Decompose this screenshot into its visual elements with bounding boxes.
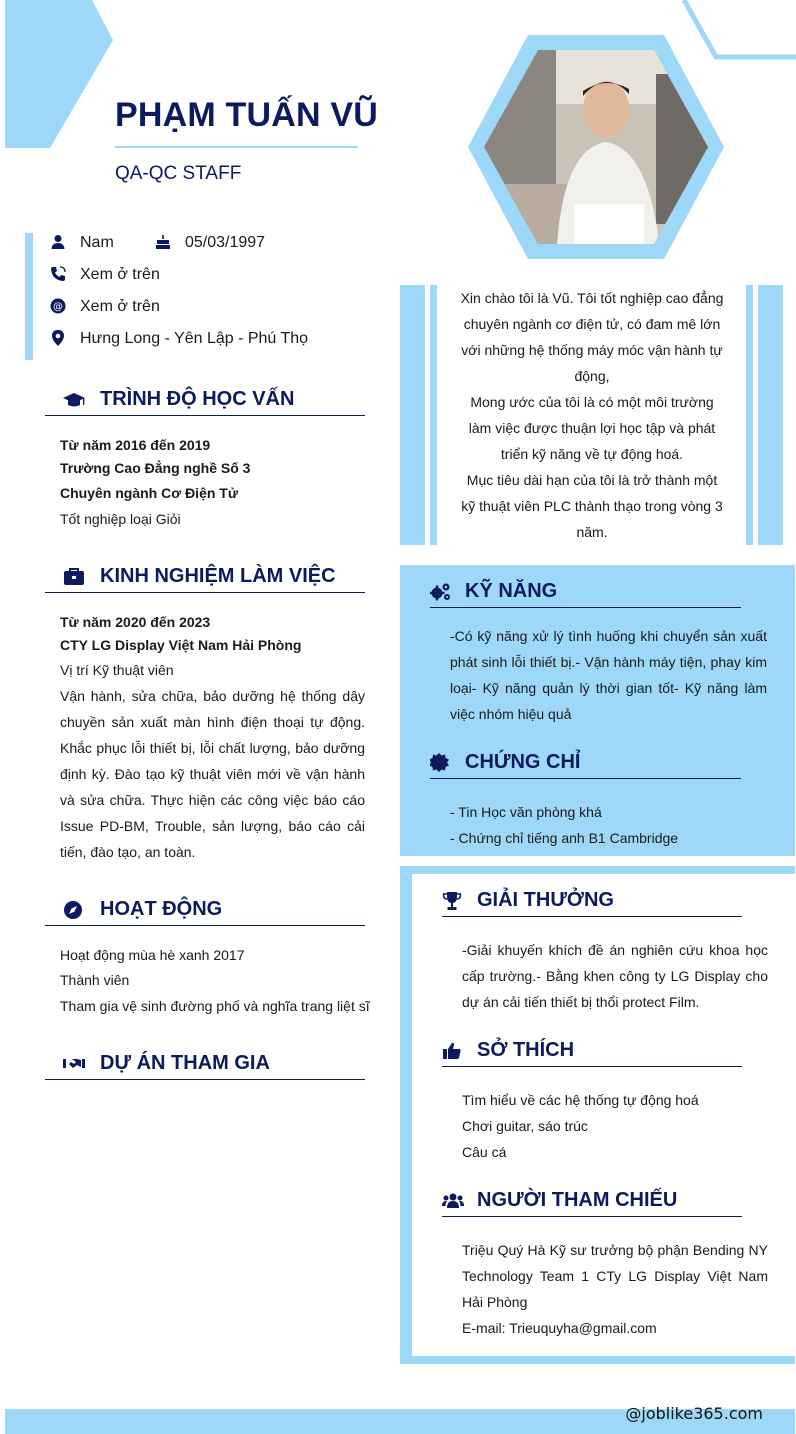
users-group-icon bbox=[442, 1191, 464, 1211]
certificate-item-2: - Chứng chỉ tiếng anh B1 Cambridge bbox=[450, 830, 679, 846]
about-paragraph-2: Mong ước của tôi là có một môi trường làm việc được thuận lợi học tập và phát triển kỹ năng về tự động hoá. bbox=[468, 394, 716, 462]
awards-divider bbox=[442, 916, 742, 917]
about-paragraph-3: Mục tiêu dài hạn của tôi là trở thành một kỹ thuật viên PLC thành thạo trong vòng 3 năm. bbox=[461, 472, 723, 540]
education-period: Từ năm 2016 đến 2019 bbox=[60, 437, 211, 453]
skills-text: -Có kỹ năng xử lý tình huống khi chuyển sản xuất phát sinh lỗi thiết bị.- Vận hành máy tiện, phay kim loại- Kỹ năng quản lý thời gian tốt- Kỹ năng làm việc nhóm hiệu quả bbox=[450, 628, 767, 722]
trophy-icon bbox=[442, 891, 464, 911]
projects-divider bbox=[45, 1079, 365, 1080]
references-divider bbox=[442, 1216, 742, 1217]
handshake-icon bbox=[63, 1054, 85, 1074]
activities-title: HOẠT ĐỘNG bbox=[100, 898, 223, 920]
gears-icon bbox=[430, 582, 452, 602]
about-bar-left-outer bbox=[400, 285, 425, 545]
job-title: QA-QC STAFF bbox=[115, 163, 242, 184]
about-bar-left-inner bbox=[430, 285, 437, 545]
references-title: NGƯỜI THAM CHIẾU bbox=[477, 1189, 678, 1211]
person-icon bbox=[50, 234, 66, 250]
experience-title: KINH NGHIỆM LÀM VIỆC bbox=[100, 565, 336, 587]
education-major: Chuyên ngành Cơ Điện Tử bbox=[60, 485, 238, 501]
lower-panel-frame-left bbox=[400, 866, 412, 1364]
birthday-value: 05/03/1997 bbox=[185, 234, 266, 251]
address-value: Hưng Long - Yên Lập - Phú Thọ bbox=[80, 330, 309, 347]
lower-panel-frame-bottom bbox=[400, 1356, 795, 1364]
certificates-title: CHỨNG CHỈ bbox=[465, 751, 581, 773]
contact-accent-bar bbox=[25, 233, 33, 360]
experience-period: Từ năm 2020 đến 2023 bbox=[60, 614, 211, 630]
name-underline bbox=[115, 146, 358, 148]
email-at-icon bbox=[50, 298, 66, 314]
references-email: E-mail: Trieuquyha@gmail.com bbox=[462, 1320, 657, 1336]
profile-photo bbox=[466, 34, 726, 260]
hobby-item-1: Tìm hiểu về các hệ thống tự động hoá bbox=[462, 1092, 699, 1108]
experience-company: CTY LG Display Việt Nam Hải Phòng bbox=[60, 637, 302, 653]
about-text bbox=[458, 285, 726, 545]
thumbs-up-icon bbox=[442, 1041, 464, 1061]
compass-icon bbox=[63, 900, 85, 920]
certificate-item-1: - Tin Học văn phòng khá bbox=[450, 804, 602, 820]
activity-description: Tham gia vệ sinh đường phố và nghĩa trang liệt sĩ bbox=[60, 998, 370, 1014]
candidate-name: PHẠM TUẤN VŨ bbox=[115, 96, 379, 134]
about-bar-right-inner bbox=[746, 285, 753, 545]
about-bar-right-outer bbox=[758, 285, 783, 545]
education-title: TRÌNH ĐỘ HỌC VẤN bbox=[100, 388, 295, 410]
corner-decoration-left bbox=[0, 0, 120, 150]
certificate-badge-icon bbox=[430, 753, 452, 773]
birthday-cake-icon bbox=[155, 234, 171, 250]
awards-title: GIẢI THƯỞNG bbox=[477, 889, 614, 911]
hobby-item-2: Chơi guitar, sáo trúc bbox=[462, 1118, 588, 1134]
education-divider bbox=[45, 415, 365, 416]
gender-value: Nam bbox=[80, 234, 114, 251]
phone-value: Xem ở trên bbox=[80, 266, 160, 283]
experience-description: Vận hành, sửa chữa, bảo dưỡng hệ thống dây chuyền sản xuất màn hình điện thoại tự động. Khắc phục lỗi thiết bị, lỗi chất lượng, bảo dưỡng định kỳ. Đào tạo kỹ thuật viên mới về vận hành và sửa chữa. Thực hiện các công việc báo cáo Issue PD-BM, Trouble, sản lượng, báo cáo cải tiến, đào tạo, an toàn. bbox=[60, 688, 365, 860]
hobbies-divider bbox=[442, 1066, 742, 1067]
hobbies-title: SỞ THÍCH bbox=[477, 1039, 575, 1061]
about-paragraph-1: Xin chào tôi là Vũ. Tôi tốt nghiệp cao đẳng chuyên ngành cơ điện tử, có đam mê lớn với những hệ thống máy móc vận hành tự động, bbox=[460, 290, 724, 384]
briefcase-icon bbox=[63, 567, 85, 587]
activity-name: Hoạt động mùa hè xanh 2017 bbox=[60, 947, 245, 963]
experience-divider bbox=[45, 592, 365, 593]
location-pin-icon bbox=[50, 330, 66, 346]
activity-role: Thành viên bbox=[60, 972, 130, 988]
activities-divider bbox=[45, 925, 365, 926]
lower-panel-frame-top bbox=[400, 866, 795, 874]
svg-text:@: @ bbox=[53, 301, 63, 313]
education-result: Tốt nghiệp loại Giỏi bbox=[60, 511, 181, 527]
awards-text: -Giải khuyến khích đề án nghiên cứu khoa học cấp trường.- Bằng khen công ty LG Display cho dự án cải tiến thiết bị thổi protect Film. bbox=[462, 942, 768, 1010]
skills-title: KỸ NĂNG bbox=[465, 580, 558, 602]
references-text: Triệu Quý Hà Kỹ sư trưởng bộ phận Bending NY Technology Team 1 CTy LG Display Việt Nam Hải Phòng bbox=[462, 1242, 768, 1310]
footer-watermark: @joblike365.com bbox=[625, 1404, 763, 1423]
phone-icon bbox=[50, 266, 66, 282]
email-value: Xem ở trên bbox=[80, 298, 160, 315]
projects-title: DỰ ÁN THAM GIA bbox=[100, 1052, 270, 1074]
experience-position: Vị trí Kỹ thuật viên bbox=[60, 662, 174, 678]
hobby-item-3: Câu cá bbox=[462, 1144, 507, 1160]
graduation-cap-icon bbox=[63, 390, 85, 410]
education-school: Trường Cao Đẳng nghề Số 3 bbox=[60, 460, 251, 476]
skills-divider bbox=[430, 607, 741, 608]
certificates-divider bbox=[430, 778, 741, 779]
